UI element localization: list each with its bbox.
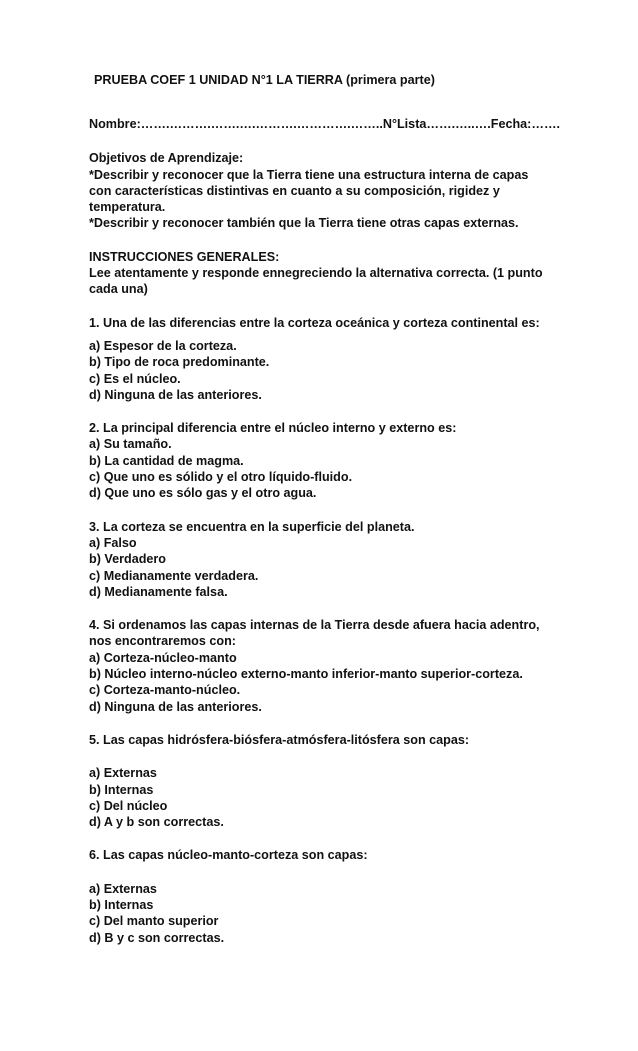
question-text: 5. Las capas hidrósfera-biósfera-atmósfera-litósfera son capas: (89, 732, 470, 747)
option-c[interactable]: c) Es el núcleo. (89, 371, 181, 386)
question-6 (89, 847, 619, 945)
option-c[interactable]: c) Medianamente verdadera. (89, 568, 259, 583)
instructions-line: Lee atentamente y responde ennegreciendo la alternativa correcta. (1 punto (89, 266, 543, 281)
option-d[interactable]: d) Medianamente falsa. (89, 584, 228, 599)
student-info-line: Nombre:…….……….…….….……….………….……..N°Lista…….…..….Fecha:……. (89, 117, 561, 131)
question-options (89, 535, 619, 600)
option-d[interactable]: d) B y c son correctas. (89, 930, 225, 945)
question-1 (89, 315, 619, 403)
objectives-section (89, 150, 619, 231)
objective-line: temperatura. (89, 200, 166, 215)
option-c[interactable]: c) Corteza-manto-núcleo. (89, 683, 241, 698)
option-a[interactable]: a) Espesor de la corteza. (89, 338, 237, 353)
question-options (89, 650, 619, 715)
option-b[interactable]: b) Verdadero (89, 552, 166, 567)
question-options (89, 338, 619, 403)
question-3 (89, 519, 619, 600)
question-text: 4. Si ordenamos las capas internas de la Tierra desde afuera hacia adentro, (89, 618, 540, 633)
instructions-line: cada una) (89, 282, 148, 297)
option-d[interactable]: d) Ninguna de las anteriores. (89, 699, 262, 714)
option-c[interactable]: c) Del núcleo (89, 798, 168, 813)
question-4 (89, 617, 619, 715)
option-a[interactable]: a) Falso (89, 535, 137, 550)
question-text: 2. La principal diferencia entre el núcleo interno y externo es: (89, 421, 457, 436)
objective-line: *Describir y reconocer también que la Tierra tiene otras capas externas. (89, 216, 519, 231)
question-options (89, 765, 619, 830)
option-d[interactable]: d) Ninguna de las anteriores. (89, 387, 262, 402)
question-2 (89, 420, 619, 501)
objectives-heading: Objetivos de Aprendizaje: (89, 151, 244, 166)
question-text: 6. Las capas núcleo-manto-corteza son capas: (89, 848, 368, 863)
question-options (89, 881, 619, 946)
option-b[interactable]: b) Internas (89, 897, 154, 912)
question-options (89, 436, 619, 501)
option-d[interactable]: d) Que uno es sólo gas y el otro agua. (89, 486, 317, 501)
option-a[interactable]: a) Externas (89, 766, 157, 781)
option-b[interactable]: b) Tipo de roca predominante. (89, 355, 270, 370)
option-c[interactable]: c) Del manto superior (89, 914, 219, 929)
objective-line: *Describir y reconocer que la Tierra tiene una estructura interna de capas (89, 167, 529, 182)
option-c[interactable]: c) Que uno es sólido y el otro líquido-fluido. (89, 470, 353, 485)
question-text: 3. La corteza se encuentra en la superficie del planeta. (89, 519, 415, 534)
exam-page (89, 72, 619, 946)
objective-line: con características distintivas en cuanto a su composición, rigidez y (89, 183, 500, 198)
exam-title: PRUEBA COEF 1 UNIDAD N°1 LA TIERRA (primera parte) (94, 73, 435, 87)
question-text: 1. Una de las diferencias entre la corteza oceánica y corteza continental es: (89, 315, 540, 330)
option-b[interactable]: b) La cantidad de magma. (89, 453, 244, 468)
instructions-heading: INSTRUCCIONES GENERALES: (89, 249, 280, 264)
instructions-section (89, 249, 619, 298)
option-b[interactable]: b) Núcleo interno-núcleo externo-manto inferior-manto superior-corteza. (89, 667, 523, 682)
option-a[interactable]: a) Corteza-núcleo-manto (89, 650, 237, 665)
question-5 (89, 732, 619, 830)
option-a[interactable]: a) Externas (89, 881, 157, 896)
option-d[interactable]: d) A y b son correctas. (89, 815, 224, 830)
question-text: nos encontraremos con: (89, 634, 236, 649)
option-b[interactable]: b) Internas (89, 782, 154, 797)
option-a[interactable]: a) Su tamaño. (89, 437, 172, 452)
